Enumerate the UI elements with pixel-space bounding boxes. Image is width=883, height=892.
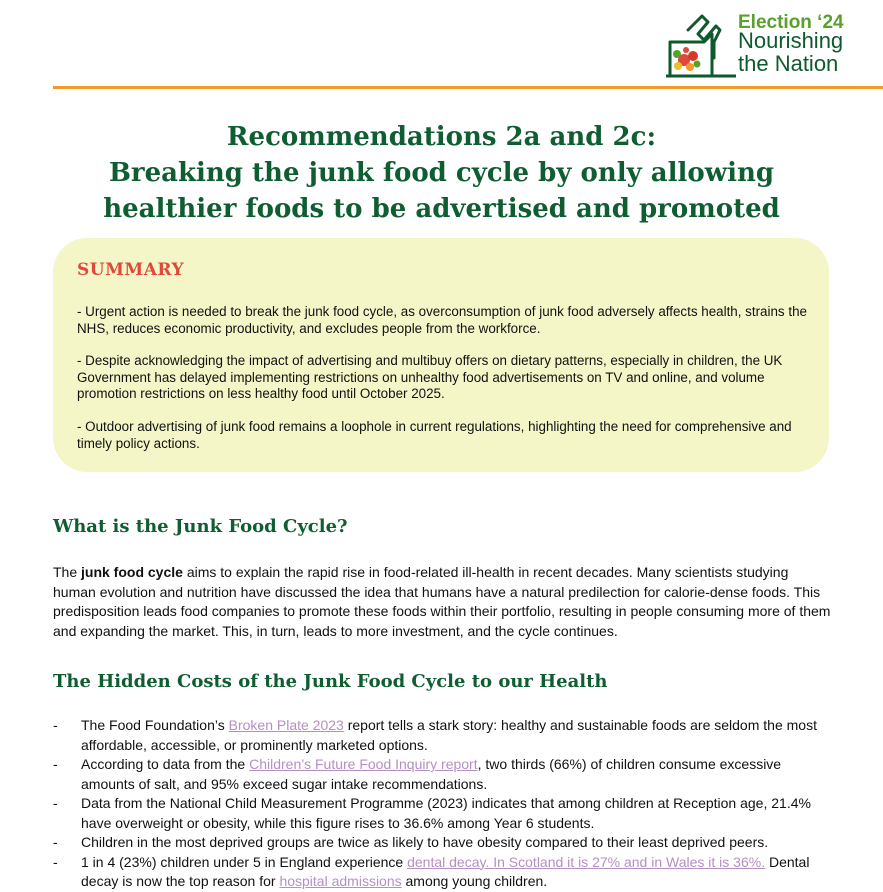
broken-plate-link[interactable]: Broken Plate 2023 [228, 717, 344, 733]
section-heading-junk-food-cycle: What is the Junk Food Cycle? [53, 516, 348, 537]
hidden-costs-list [53, 716, 833, 892]
list-item-text: 1 in 4 (23%) children under 5 in England experience [81, 853, 408, 870]
summary-heading: SUMMARY [77, 260, 185, 280]
para-text-post: aims to explain the rapid rise in food-related ill-health in recent decades. Many scientists studying human evolution and nutrition have discussed the idea that humans have a natural predilection for calorie-dense foods. This predisposition leads food companies to promote these foods within their portfolio, resulting in people consuming more of them and expanding the market. This, in turn, leads to more investment, and the cycle continues. [53, 564, 831, 639]
list-item-text: According to data from the [81, 756, 250, 772]
list-item [53, 716, 833, 755]
logo-line-1: Election ‘24 [738, 12, 844, 33]
bullet-dash: - [53, 717, 58, 733]
list-item-text: among young children. [401, 873, 548, 889]
junk-food-cycle-paragraph [53, 563, 833, 641]
hospital-admissions-link[interactable]: hospital admissions [279, 873, 402, 889]
title-line-3: healthier foods to be advertised and promoted [103, 194, 780, 224]
list-item [53, 853, 833, 892]
bullet-dash: - [53, 756, 58, 772]
list-item-text: , two thirds (66%) of children consume excessive amounts of salt, and 95% exceed sugar intake recommendations. [81, 756, 782, 792]
logo-line-2: Nourishing [738, 28, 844, 53]
bullet-dash: - [53, 795, 58, 811]
future-food-inquiry-link[interactable]: Children’s Future Food Inquiry report [249, 756, 478, 772]
header-divider [53, 86, 883, 89]
section-heading-hidden-costs: The Hidden Costs of the Junk Food Cycle to our Health [53, 671, 608, 692]
list-item-text: report tells a stark story: healthy and sustainable foods are seldom the most affordable, accessible, or prominently marketed options. [81, 717, 817, 753]
list-item-text: The Food Foundation’s [81, 717, 229, 733]
nourishing-nation-logo-icon [664, 12, 738, 82]
para-text-pre: The [53, 564, 82, 580]
page-title [53, 119, 830, 227]
list-item [53, 794, 833, 833]
summary-box [53, 238, 829, 472]
title-line-2: Breaking the junk food cycle by only allowing [108, 158, 775, 188]
list-item-text: Data from the National Child Measurement Programme (2023) indicates that among children at Reception age, 21.4% have overweight or obesity, while this figure rises to 36.6% among Year 6 students. [81, 795, 811, 831]
title-line-1: Recommendations 2a and 2c: [226, 122, 657, 152]
bullet-dash: - [53, 853, 58, 870]
list-item-text: Children in the most deprived groups are twice as likely to have obesity compared to their least deprived peers. [81, 834, 769, 850]
dental-decay-link[interactable]: dental decay. In Scotland it is 27% and in Wales it is 36%. [407, 853, 766, 870]
summary-point-2: - Despite acknowledging the impact of advertising and multibuy offers on dietary patterns, especially in children, the UK Government has delayed implementing restrictions on unhealthy food advertisements on TV and online, and volume promotion restrictions on less healthy food until October 2025. [77, 353, 783, 401]
list-item [53, 755, 833, 794]
list-item-text: Dental decay is now the top reason for [81, 853, 810, 889]
logo [664, 12, 876, 82]
logo-line-3: the Nation [738, 51, 839, 76]
summary-point-3: - Outdoor advertising of junk food remains a loophole in current regulations, highlighting the need for comprehensive and timely policy actions. [77, 419, 792, 451]
bullet-dash: - [53, 834, 58, 850]
list-item [53, 833, 833, 853]
summary-point-1: - Urgent action is needed to break the junk food cycle, as overconsumption of junk food adversely affects health, strains the NHS, reduces economic productivity, and excludes people from the workforce. [77, 304, 807, 336]
para-bold-term: junk food cycle [81, 564, 183, 580]
